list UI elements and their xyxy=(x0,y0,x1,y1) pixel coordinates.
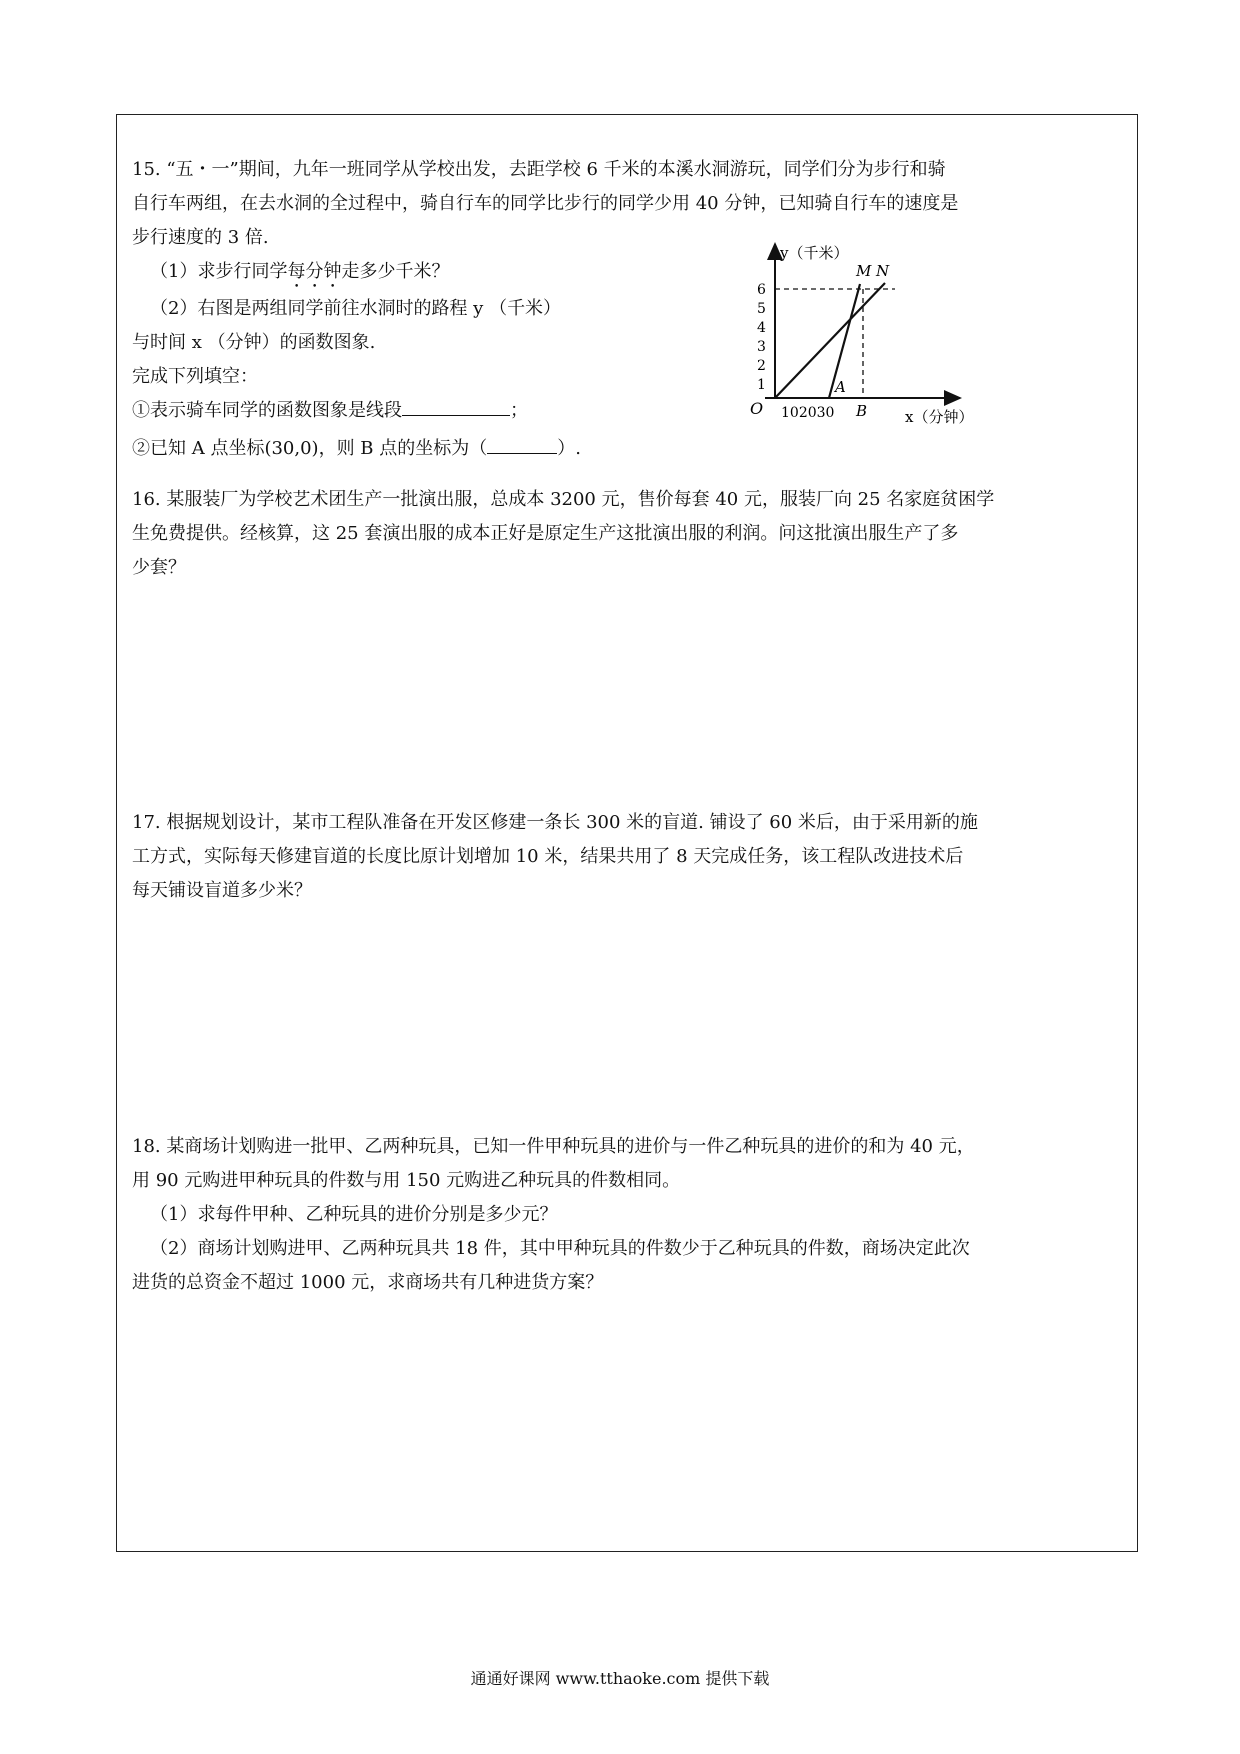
y-tick-1: 1 xyxy=(757,377,766,393)
q15-sub2-line-1: （2）右图是两组同学前往水洞时的路程 y （千米） xyxy=(150,298,562,319)
x-tick-labels: 102030 xyxy=(781,405,835,421)
q15-fill-2 xyxy=(132,432,1122,466)
q15-fill-2-text: ②已知 A 点坐标(30,0)，则 B 点的坐标为（ xyxy=(132,438,488,459)
q15-sub1-emphasis: 每分钟 xyxy=(287,261,342,282)
answer-blank-2[interactable] xyxy=(487,433,557,454)
segment-walking xyxy=(775,283,885,398)
q18-sub2-line-2: 进货的总资金不超过 1000 元，求商场共有几种进货方案？ xyxy=(132,1272,604,1293)
q15-line-2: 自行车两组，在去水洞的全过程中，骑自行车的同学比步行的同学少用 40 分钟，已知骑自行车的速度是 xyxy=(132,193,959,214)
y-tick-labels xyxy=(757,282,766,393)
q17-line-3: 每天铺设盲道多少米？ xyxy=(132,880,312,901)
y-tick-3: 3 xyxy=(757,339,766,355)
q15-line-1: 15. “五・一”期间，九年一班同学从学校出发，去距学校 6 千米的本溪水洞游玩，同学们分为步行和骑 xyxy=(132,159,946,180)
question-16 xyxy=(132,483,1122,585)
q15-sub1-tail: 走多少千米？ xyxy=(341,261,450,282)
point-n-label: N xyxy=(876,262,890,280)
y-tick-4: 4 xyxy=(757,320,766,336)
answer-blank-1[interactable] xyxy=(402,395,510,416)
y-tick-2: 2 xyxy=(757,358,766,374)
footer-credit: 通通好课网 www.tthaoke.com 提供下载 xyxy=(470,1669,770,1688)
q15-line-3: 步行速度的 3 倍. xyxy=(132,227,269,248)
q18-sub2-line-1: （2）商场计划购进甲、乙两种玩具共 18 件，其中甲种玩具的件数少于乙种玩具的件数，商场决定此次 xyxy=(150,1238,970,1259)
y-tick-5: 5 xyxy=(757,301,766,317)
q15-fill-1-text: ①表示骑车同学的函数图象是线段 xyxy=(132,400,402,421)
x-axis-label: x（分钟） xyxy=(905,408,974,426)
q17-line-1: 17. 根据规划设计，某市工程队准备在开发区修建一条长 300 米的盲道. 铺设了 60 米后，由于采用新的施 xyxy=(132,812,978,833)
q15-fill-2-end: ）. xyxy=(557,438,581,459)
q15-fill-1-end: ； xyxy=(510,400,528,421)
y-axis-label: y（千米） xyxy=(780,244,849,262)
q15-fill-intro: 完成下列填空： xyxy=(132,366,258,387)
y-tick-6: 6 xyxy=(757,282,766,298)
question-18 xyxy=(132,1130,1122,1300)
q18-sub1: （1）求每件甲种、乙种玩具的进价分别是多少元？ xyxy=(150,1204,558,1225)
q16-line-2: 生免费提供。经核算，这 25 套演出服的成本正好是原定生产这批演出服的利润。问这批演出服生产了多 xyxy=(132,523,959,544)
point-m-label: M xyxy=(856,262,872,280)
q15-sub2-line-2: 与时间 x （分钟）的函数图象. xyxy=(132,332,376,353)
question-17 xyxy=(132,806,1122,908)
q16-line-1: 16. 某服装厂为学校艺术团生产一批演出服，总成本 3200 元，售价每套 40 元，服装厂向 25 名家庭贫困学 xyxy=(132,489,995,510)
q16-line-3: 少套？ xyxy=(132,557,186,578)
origin-label: O xyxy=(750,399,764,418)
q18-line-2: 用 90 元购进甲种玩具的件数与用 150 元购进乙种玩具的件数相同。 xyxy=(132,1170,681,1191)
q18-line-1: 18. 某商场计划购进一批甲、乙两种玩具，已知一件甲种玩具的进价与一件乙种玩具的进价的和为 40 元， xyxy=(132,1136,975,1157)
q17-line-2: 工方式，实际每天修建盲道的长度比原计划增加 10 米，结果共用了 8 天完成任务，该工程队改进技术后 xyxy=(132,846,964,867)
function-graph xyxy=(735,236,995,436)
point-b-label: B xyxy=(856,402,868,420)
q15-sub1-text: （1）求步行同学 xyxy=(150,261,288,282)
point-a-label: A xyxy=(835,378,846,396)
